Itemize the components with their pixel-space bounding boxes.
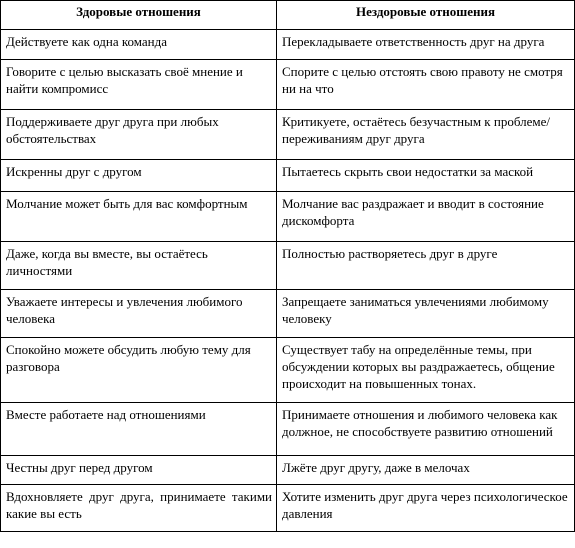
table-row	[1, 30, 575, 60]
cell-unhealthy: Существует табу на определённые темы, при обсуждении которых вы раздражаетесь, общение происходит на повышенных тонах.	[277, 338, 575, 403]
cell-healthy: Спокойно можете обсудить любую тему для разговора	[1, 338, 277, 403]
cell-unhealthy: Принимаете отношения и любимого человека как должное, не способствуете развитию отношений	[277, 403, 575, 456]
cell-unhealthy: Полностью растворяетесь друг в друге	[277, 242, 575, 290]
cell-healthy: Молчание может быть для вас комфортным	[1, 192, 277, 242]
table-header-row	[1, 1, 575, 30]
cell-unhealthy: Критикуете, остаётесь безучастным к проблеме/переживаниям друг друга	[277, 110, 575, 160]
table-row	[1, 456, 575, 485]
cell-unhealthy: Спорите с целью отстоять свою правоту не смотря ни на что	[277, 60, 575, 110]
cell-healthy: Вместе работаете над отношениями	[1, 403, 277, 456]
table-row	[1, 485, 575, 532]
header-unhealthy: Нездоровые отношения	[277, 1, 575, 30]
cell-healthy: Поддерживаете друг друга при любых обстоятельствах	[1, 110, 277, 160]
cell-healthy: Уважаете интересы и увлечения любимого человека	[1, 290, 277, 338]
table-row	[1, 290, 575, 338]
table-row	[1, 242, 575, 290]
cell-healthy: Говорите с целью высказать своё мнение и найти компромисс	[1, 60, 277, 110]
cell-healthy: Вдохновляете друг друга, принимаете такими какие вы есть	[1, 485, 277, 532]
cell-healthy: Честны друг перед другом	[1, 456, 277, 485]
table-row	[1, 192, 575, 242]
cell-unhealthy: Молчание вас раздражает и вводит в состояние дискомфорта	[277, 192, 575, 242]
header-healthy: Здоровые отношения	[1, 1, 277, 30]
cell-unhealthy: Перекладываете ответственность друг на друга	[277, 30, 575, 60]
cell-unhealthy: Пытаетесь скрыть свои недостатки за маской	[277, 160, 575, 192]
cell-healthy: Действуете как одна команда	[1, 30, 277, 60]
cell-healthy: Даже, когда вы вместе, вы остаётесь личностями	[1, 242, 277, 290]
cell-unhealthy: Лжёте друг другу, даже в мелочах	[277, 456, 575, 485]
table-row	[1, 338, 575, 403]
cell-unhealthy: Хотите изменить друг друга через психологическое давления	[277, 485, 575, 532]
table-row	[1, 160, 575, 192]
cell-unhealthy: Запрещаете заниматься увлечениями любимому человеку	[277, 290, 575, 338]
cell-healthy: Искренны друг с другом	[1, 160, 277, 192]
table-row	[1, 403, 575, 456]
table-row	[1, 110, 575, 160]
table-row	[1, 60, 575, 110]
